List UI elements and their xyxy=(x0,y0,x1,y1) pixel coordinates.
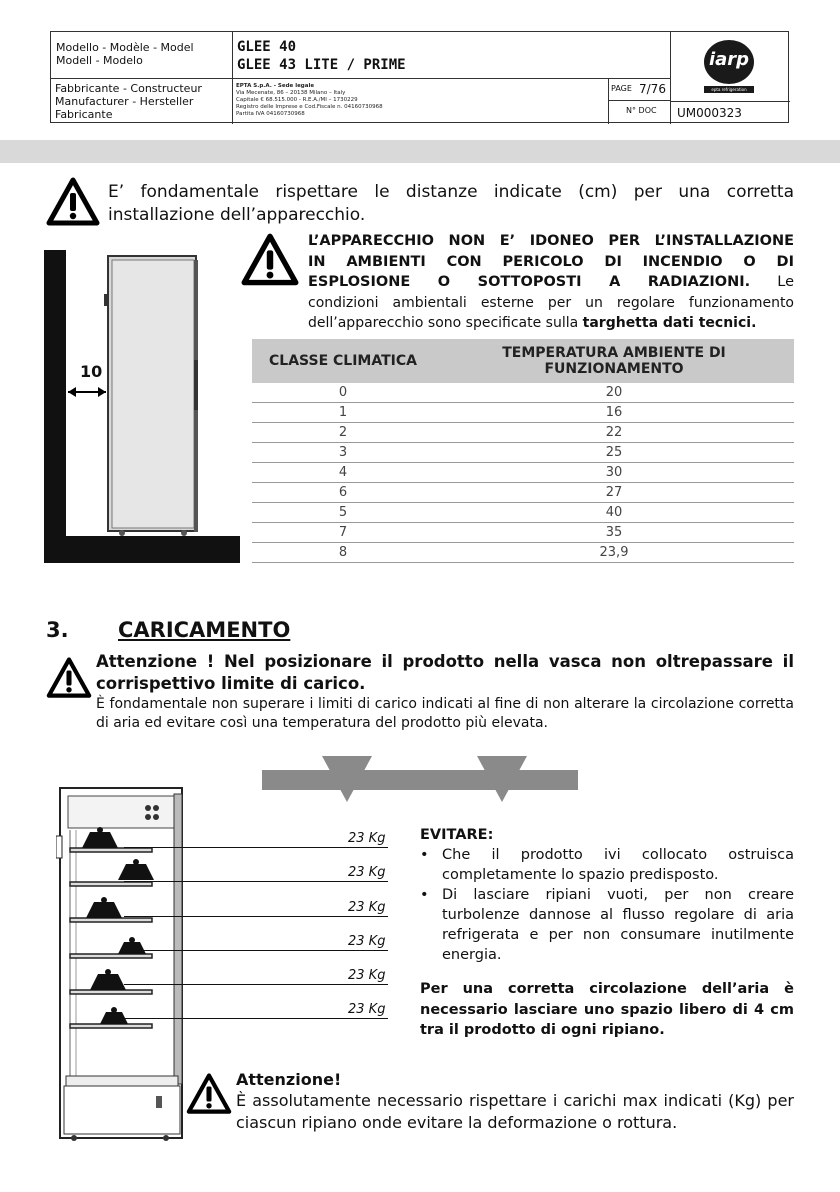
nameplate-reference: targhetta dati tecnici. xyxy=(582,315,757,331)
model-label-cell xyxy=(51,32,233,79)
shelf-load-label: 23 Kg xyxy=(348,968,386,983)
document-header xyxy=(50,31,789,123)
shelf-load-label: 23 Kg xyxy=(348,865,386,880)
airflow-note: Per una corretta circolazione dell’aria è necessario lasciare uno spazio libero di 4 cm tra il prodotto di ogni ripiano. xyxy=(420,981,794,1038)
table-row xyxy=(252,443,794,463)
warning-line: ESPLOSIONE O SOTTOPOSTI A RADIAZIONI. xyxy=(308,274,751,290)
distance-value-label: 10 xyxy=(80,362,103,381)
warning-line: L’APPARECCHIO NON E’ IDONEO PER L’INSTALLAZIONE xyxy=(308,233,794,249)
manufacturer-info-line: Capitale € 68.515.000 - R.E.A./MI – 1730229 xyxy=(236,97,358,103)
bullet-icon: • xyxy=(420,847,429,863)
shelf-load-drawing xyxy=(56,786,188,1150)
model-value-line: GLEE 40 xyxy=(237,39,297,55)
ambient-temperature-cell: 25 xyxy=(434,443,794,463)
doc-value: UM000323 xyxy=(677,106,742,120)
warning-triangle-icon xyxy=(241,233,299,291)
distance-instruction: E’ fondamentale rispettare le distanze indicate (cm) per una corretta installazione dell’apparecchio. xyxy=(108,182,794,225)
section-number: 3. xyxy=(46,618,69,642)
final-attention-text: È assolutamente necessario rispettare i carichi max indicati (Kg) per ciascun ripiano onde evitare la deformazione o rottura. xyxy=(236,1091,794,1132)
shelf-leader-line xyxy=(124,950,388,951)
avoid-block xyxy=(420,825,794,965)
manufacturer-info-line: Via Mecenate, 86 – 20138 Milano – Italy xyxy=(236,90,346,96)
climate-class-cell: 4 xyxy=(252,463,434,483)
shelf-leader-line xyxy=(124,847,388,848)
bullet-icon: • xyxy=(420,887,429,903)
installation-warning xyxy=(308,231,794,334)
warning-triangle-icon xyxy=(46,657,92,703)
shelf-leader-line xyxy=(124,1018,388,1019)
installation-distance-drawing xyxy=(44,250,240,563)
manufacturer-label-line: Fabbricante - Constructeur xyxy=(55,82,202,95)
climate-class-cell: 2 xyxy=(252,423,434,443)
shelf-load-label: 23 Kg xyxy=(348,934,386,949)
ambient-temperature-cell: 22 xyxy=(434,423,794,443)
table-row xyxy=(252,463,794,483)
page-label: PAGE xyxy=(611,84,632,93)
manufacturer-label-line: Fabricante xyxy=(55,108,113,121)
ambient-temperature-cell: 40 xyxy=(434,503,794,523)
table-row xyxy=(252,423,794,443)
page-cell xyxy=(609,79,671,101)
shelf-load-label: 23 Kg xyxy=(348,831,386,846)
climate-class-cell: 0 xyxy=(252,383,434,403)
climate-class-cell: 1 xyxy=(252,403,434,423)
warning-line: condizioni ambientali esterne per un regolare funzionamento xyxy=(308,294,794,311)
shelf-leader-line xyxy=(124,916,388,917)
logo-cell xyxy=(671,32,790,101)
warning-triangle-icon xyxy=(46,177,100,231)
table-row xyxy=(252,503,794,523)
section-title: CARICAMENTO xyxy=(118,618,291,642)
final-attention-title: Attenzione! xyxy=(236,1070,342,1089)
loading-attention: Attenzione ! Nel posizionare il prodotto nella vasca non oltrepassare il corrispettivo limite di carico. xyxy=(96,652,794,693)
climate-class-table xyxy=(252,339,794,563)
iarp-logo xyxy=(700,40,758,94)
warning-line: Le xyxy=(777,274,794,290)
table-row xyxy=(252,543,794,563)
table-row xyxy=(252,483,794,503)
loading-attention-detail: È fondamentale non superare i limiti di carico indicati al fine di non alterare la circolazione corretta di aria ed evitare così una temperatura del prodotto più elevata. xyxy=(96,696,794,731)
avoid-item: Di lasciare ripiani vuoti, per non creare turbolenze dannose al flusso regolare di aria refrigerata e per non consumare inutilmente energia. xyxy=(442,887,794,963)
doc-value-cell xyxy=(671,101,790,124)
climate-class-cell: 3 xyxy=(252,443,434,463)
shelf-load-label: 23 Kg xyxy=(348,1002,386,1017)
logo-subtitle: epta refrigeration xyxy=(704,86,754,93)
manufacturer-info-line: Partita IVA 04160730968 xyxy=(236,111,305,117)
arrow-banner xyxy=(262,756,578,810)
avoid-title: EVITARE: xyxy=(420,827,494,843)
logo-text: iarp xyxy=(708,49,750,70)
ambient-temperature-cell: 27 xyxy=(434,483,794,503)
warning-line: IN AMBIENTI CON PERICOLO DI INCENDIO O DI xyxy=(308,253,794,270)
manufacturer-info-cell xyxy=(233,79,609,124)
ambient-temperature-cell: 30 xyxy=(434,463,794,483)
separator-band xyxy=(0,140,840,163)
model-label-line: Modell - Modelo xyxy=(56,54,143,67)
shelf-leader-line xyxy=(124,881,388,882)
table-header: TEMPERATURA AMBIENTE DI FUNZIONAMENTO xyxy=(434,339,794,383)
ambient-temperature-cell: 35 xyxy=(434,523,794,543)
climate-class-cell: 8 xyxy=(252,543,434,563)
page-value: 7/76 xyxy=(639,82,666,96)
avoid-item: Che il prodotto ivi collocato ostruisca completamente lo spazio predisposto. xyxy=(442,847,794,883)
manufacturer-info-line: Registro delle Imprese e Cod.Fiscale n. 04160730968 xyxy=(236,104,383,110)
ambient-temperature-cell: 20 xyxy=(434,383,794,403)
climate-class-cell: 6 xyxy=(252,483,434,503)
table-row xyxy=(252,523,794,543)
climate-class-cell: 7 xyxy=(252,523,434,543)
ambient-temperature-cell: 23,9 xyxy=(434,543,794,563)
shelf-leader-line xyxy=(124,984,388,985)
ambient-temperature-cell: 16 xyxy=(434,403,794,423)
warning-triangle-icon xyxy=(186,1073,232,1119)
doc-label-cell xyxy=(609,101,671,124)
manufacturer-label-cell xyxy=(51,79,233,124)
manufacturer-info-line: EPTA S.p.A. - Sede legale xyxy=(236,83,315,89)
model-value-line: GLEE 43 LITE / PRIME xyxy=(237,57,406,73)
model-value-cell xyxy=(233,32,671,79)
climate-class-cell: 5 xyxy=(252,503,434,523)
table-header: CLASSE CLIMATICA xyxy=(252,339,434,383)
table-row xyxy=(252,403,794,423)
warning-line: dell’apparecchio sono specificate sulla xyxy=(308,315,579,331)
shelf-load-label: 23 Kg xyxy=(348,900,386,915)
doc-label: N° DOC xyxy=(626,106,657,115)
table-row xyxy=(252,383,794,403)
manufacturer-label-line: Manufacturer - Hersteller xyxy=(55,95,194,108)
model-label-line: Modello - Modèle - Model xyxy=(56,41,194,54)
